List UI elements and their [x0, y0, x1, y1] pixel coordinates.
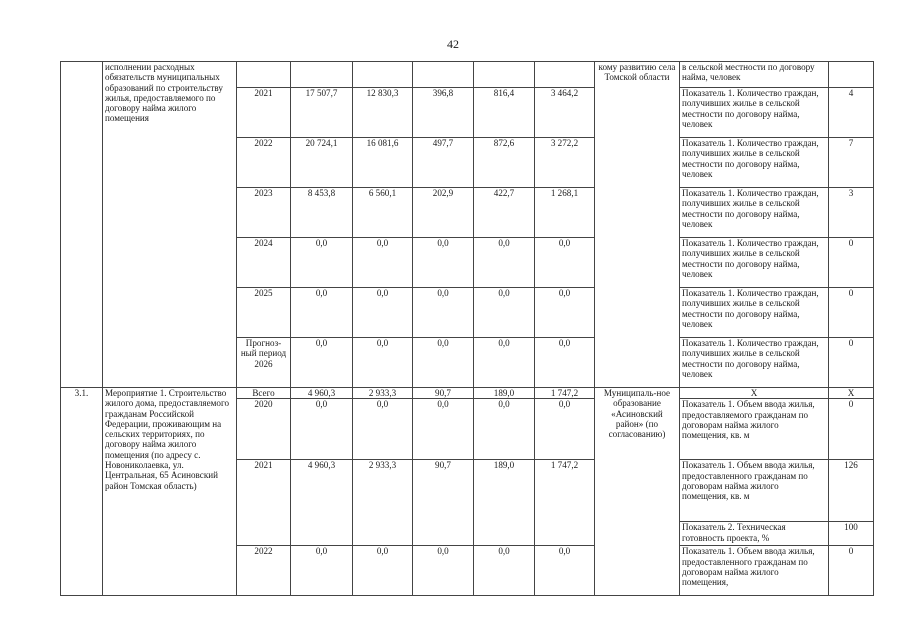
indicator-value: 126: [829, 460, 874, 522]
local-cell: 816,4: [474, 88, 535, 138]
indicator-text: X: [680, 388, 829, 399]
year-cell: 2022: [237, 546, 291, 596]
local-cell: 0,0: [474, 399, 535, 460]
regional-cell: 0,0: [413, 399, 474, 460]
other-cell: 3 464,2: [535, 88, 595, 138]
indicator-text: в сельской местности по договору найма, человек: [680, 62, 829, 88]
indicator-text: Показатель 1. Количество граждан, получивших жилье в сельской местности по договору найма, человек: [680, 88, 829, 138]
indicator-value: X: [829, 388, 874, 399]
indicator-text: Показатель 2. Техническая готовность проекта, %: [680, 522, 829, 546]
other-cell: 0,0: [535, 238, 595, 288]
executor: кому развитию села Томской области: [595, 62, 680, 388]
year-cell: Прогноз-ный период 2026: [237, 338, 291, 388]
regional-cell: 0,0: [413, 338, 474, 388]
local-cell: 422,7: [474, 188, 535, 238]
other-cell: 1 747,2: [535, 388, 595, 399]
other-cell: 0,0: [535, 546, 595, 596]
total-cell: 0,0: [291, 238, 353, 288]
regional-cell: 0,0: [413, 546, 474, 596]
indicator-text: Показатель 1. Количество граждан, получивших жилье в сельской местности по договору найма, человек: [680, 288, 829, 338]
indicator-value: 0: [829, 338, 874, 388]
federal-cell: 0,0: [353, 288, 413, 338]
regional-cell: 0,0: [413, 238, 474, 288]
total-cell: 20 724,1: [291, 138, 353, 188]
local-cell: 0,0: [474, 546, 535, 596]
indicator-value: 0: [829, 546, 874, 596]
federal-cell: 0,0: [353, 338, 413, 388]
year-cell: 2021: [237, 88, 291, 138]
event-name: Мероприятие 1. Строительство жилого дома, предоставляемого гражданам Российской Федерации, проживающим на сельских территориях, по договору найма жилого помещения (по адресу с. Новониколаевка, ул. Центральная, 65 Асиновский район Томская область): [103, 388, 237, 596]
other-cell: 0,0: [535, 338, 595, 388]
local-cell: 189,0: [474, 460, 535, 546]
other-cell: 1 268,1: [535, 188, 595, 238]
federal-cell: 2 933,3: [353, 460, 413, 546]
local-cell: 872,6: [474, 138, 535, 188]
total-cell: 17 507,7: [291, 88, 353, 138]
budget-table: [60, 61, 874, 596]
federal-cell: 0,0: [353, 238, 413, 288]
federal-cell: 2 933,3: [353, 388, 413, 399]
other-cell: 0,0: [535, 399, 595, 460]
table-row: [61, 62, 874, 88]
year-cell: Всего: [237, 388, 291, 399]
regional-cell: 90,7: [413, 388, 474, 399]
federal-cell: 0,0: [353, 399, 413, 460]
indicator-value: 3: [829, 188, 874, 238]
indicator-value: 0: [829, 288, 874, 338]
year-cell: 2022: [237, 138, 291, 188]
year-cell: 2023: [237, 188, 291, 238]
other-cell: 0,0: [535, 288, 595, 338]
year-cell: 2024: [237, 238, 291, 288]
other-cell: 3 272,2: [535, 138, 595, 188]
indicator-text: Показатель 1. Количество граждан, получивших жилье в сельской местности по договору найма, человек: [680, 238, 829, 288]
indicator-value: 4: [829, 88, 874, 138]
year-cell: 2020: [237, 399, 291, 460]
total-cell: 8 453,8: [291, 188, 353, 238]
indicator-text: Показатель 1. Объем ввода жилья, предоставляемого гражданам по договорам найма жилого помещения, кв. м: [680, 399, 829, 460]
total-cell: 0,0: [291, 399, 353, 460]
local-cell: 0,0: [474, 238, 535, 288]
indicator-text: Показатель 1. Объем ввода жилья, предоставленного гражданам по договорам найма жилого помещения,: [680, 546, 829, 596]
event-name: исполнении расходных обязательств муниципальных образований по строительству жилья, предоставляемого по договору найма жилого помещения: [103, 62, 237, 388]
indicator-value: 0: [829, 238, 874, 288]
regional-cell: 497,7: [413, 138, 474, 188]
total-cell: 4 960,3: [291, 460, 353, 546]
table-row: [61, 388, 874, 399]
federal-cell: 16 081,6: [353, 138, 413, 188]
regional-cell: 0,0: [413, 288, 474, 338]
indicator-value: 7: [829, 138, 874, 188]
federal-cell: 6 560,1: [353, 188, 413, 238]
indicator-text: Показатель 1. Количество граждан, получивших жилье в сельской местности по договору найма, человек: [680, 338, 829, 388]
indicator-text: Показатель 1. Объем ввода жилья, предоставленного гражданам по договорам найма жилого помещения, кв. м: [680, 460, 829, 522]
total-cell: 0,0: [291, 338, 353, 388]
indicator-value: 0: [829, 399, 874, 460]
regional-cell: 202,9: [413, 188, 474, 238]
local-cell: 0,0: [474, 338, 535, 388]
other-cell: 1 747,2: [535, 460, 595, 546]
total-cell: 0,0: [291, 288, 353, 338]
regional-cell: 90,7: [413, 460, 474, 546]
indicator-text: Показатель 1. Количество граждан, получивших жилье в сельской местности по договору найма, человек: [680, 138, 829, 188]
row-index: 3.1.: [61, 388, 103, 596]
year-cell: 2025: [237, 288, 291, 338]
total-cell: 4 960,3: [291, 388, 353, 399]
total-cell: 0,0: [291, 546, 353, 596]
year-cell: 2021: [237, 460, 291, 546]
local-cell: 0,0: [474, 288, 535, 338]
indicator-text: Показатель 1. Количество граждан, получивших жилье в сельской местности по договору найма, человек: [680, 188, 829, 238]
regional-cell: 396,8: [413, 88, 474, 138]
federal-cell: 12 830,3: [353, 88, 413, 138]
indicator-value: 100: [829, 522, 874, 546]
page-number: 42: [447, 37, 459, 51]
local-cell: 189,0: [474, 388, 535, 399]
executor: Муниципаль-ное образование «Асиновский район» (по согласованию): [595, 388, 680, 596]
federal-cell: 0,0: [353, 546, 413, 596]
row-index: [61, 62, 103, 388]
